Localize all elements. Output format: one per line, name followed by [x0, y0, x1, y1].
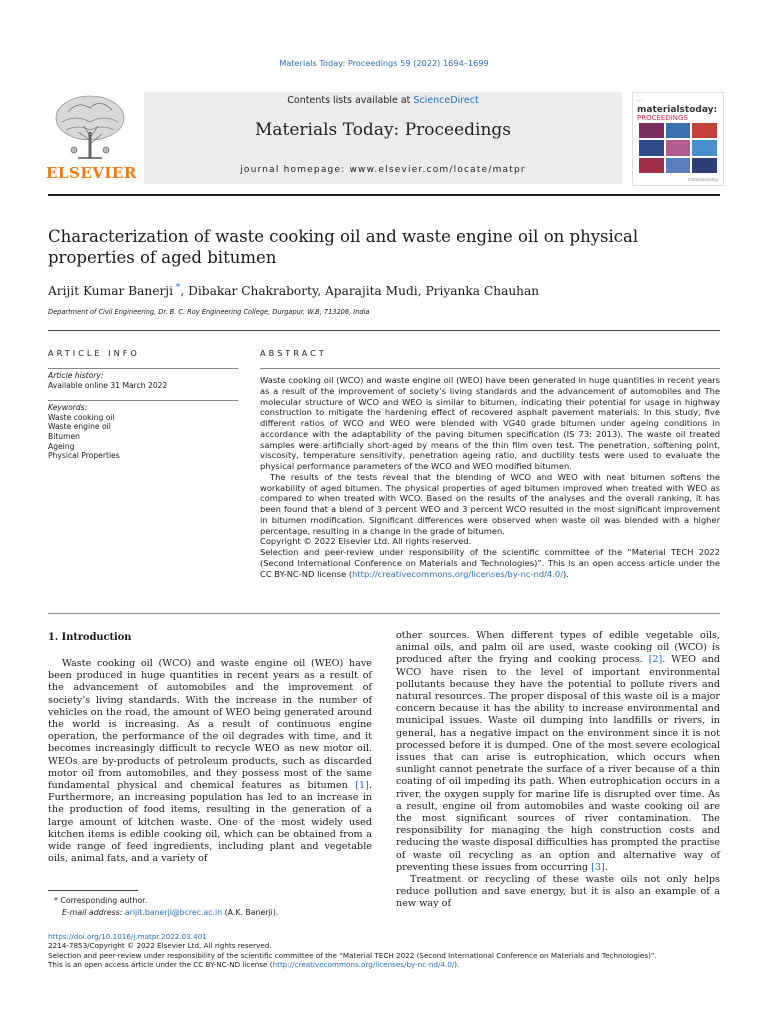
- co-authors: , Dibakar Chakraborty, Aparajita Mudi, Priyanka Chauhan: [180, 284, 540, 299]
- author-email-link[interactable]: arijit.banerji@bcrec.ac.in: [124, 908, 223, 917]
- footer-license-line: [48, 960, 728, 969]
- cover-image-grid: [639, 123, 717, 173]
- intro-text: . Furthermore, an increasing population has led to an increase in the production of food items, resulting in the generation of a large amount of kitchen waste. One of the most widely used kitchen items is edible cooking oil, which can be obtained from a wide range of feed ingredients, including plant and vegetable oils, animal fats, and a variety of: [48, 780, 372, 865]
- intro-paragraph-1: [48, 658, 372, 865]
- contents-availability: [144, 95, 622, 106]
- keyword: Bitumen: [48, 431, 80, 441]
- journal-cover-thumbnail[interactable]: [632, 92, 724, 186]
- keyword: Ageing: [48, 441, 75, 451]
- footer-license-prefix: This is an open access article under the CC BY-NC-ND license (: [48, 960, 273, 970]
- elsevier-logo[interactable]: [46, 92, 137, 184]
- sciencedirect-link[interactable]: ScienceDirect: [413, 95, 479, 106]
- keywords-label: Keywords:: [48, 403, 88, 413]
- history-label: Article history:: [48, 371, 104, 380]
- article-info-heading: ARTICLE INFO: [48, 348, 140, 358]
- keyword: Waste cooking oil: [48, 412, 115, 422]
- journal-homepage[interactable]: journal homepage: www.elsevier.com/locate/matpr: [240, 165, 526, 175]
- footnote-divider: [48, 890, 138, 891]
- footer-license-link[interactable]: http://creativecommons.org/licenses/by-nc-nd/4.0/: [272, 960, 455, 970]
- journal-citation-link[interactable]: Materials Today: Proceedings 59 (2022) 1694–1699: [279, 58, 489, 68]
- info-divider: [48, 368, 238, 369]
- footer-review-line: Selection and peer-review under responsibility of the scientific committee of the “Material TECH 2022 (Second International Conference on Materials and Technologies)”.: [48, 950, 657, 960]
- review-end: ).: [563, 568, 569, 579]
- intro-right-column: [396, 630, 720, 911]
- reference-link-2[interactable]: [2]: [648, 654, 663, 666]
- intro-text: .: [604, 861, 608, 873]
- title-divider: [48, 330, 720, 331]
- abstract-divider: [260, 368, 720, 369]
- article-title: Characterization of waste cooking oil and waste engine oil on physical properties of aged bitumen: [48, 227, 639, 267]
- contents-prefix: Contents lists available at: [287, 95, 414, 106]
- article-info: [48, 368, 238, 471]
- footer-license-suffix: ).: [454, 960, 460, 970]
- keywords-block: [48, 403, 238, 461]
- cover-footer: materialstoday: [687, 177, 718, 182]
- abstract-paragraph-1: Waste cooking oil (WCO) and waste engine oil (WEO) have been generated in huge quantities in recent years as a result of the improvement of society’s living standards and the advancement of automobiles and The molecular structure of WCO and WEO is similar to bitumen, indicating their potential for usage in highway construction to mitigate the hardening effect of recovered asphalt pavement materials. In this study, five different ratios of WCO and WEO were blended with VG40 grade bitumen under ageing conditions in accordance with the adaptability of the paving bitumen specification (IS 73: 2013). The waste oil treated samples were artificially short-aged by means of the thin film oven test. The penetration, softening point, viscosity, temperature sensitivity, penetration ageing ratio, and ductility tests were used to evaluate the physical performance parameters of the WCO and WEO modified bitumen.: [260, 375, 720, 471]
- abstract-paragraph-2: The results of the tests reveal that the blending of WCO and WEO with neat bitumen softens the workability of aged bitumen. The physical properties of aged bitumen improved when treated with WEO as compared to when treated with WCO. Based on the results of the analyses and the overall ranking, it has been found that a blend of 3 percent WEO and 3 percent WCO resulted in the most significant improvement in bitumen modification. Significant differences were observed when waste oil was blended with a higher percentage, resulting in a change in the grade of bitumen.: [260, 471, 720, 536]
- abstract-heading: ABSTRACT: [260, 348, 327, 358]
- article-history: [48, 371, 238, 390]
- reference-link-1[interactable]: [1]: [355, 780, 369, 792]
- abstract: [260, 368, 720, 579]
- email-suffix: (A.K. Banerji).: [222, 908, 279, 917]
- abstract-bottom-divider: [48, 613, 720, 614]
- cover-brand: materialstoday:: [637, 105, 718, 115]
- intro-text: Waste cooking oil (WCO) and waste engine oil (WEO) have been produced in huge quantities in recent years as a result of the advancement of automobiles and the improvement of society’s living standards. With the increase in the number of vehicles on the road, the amount of WEO being generated around the world is increasing. As a result of continuous engine operation, the performance of the oil degrades with time, and it becomes increasingly difficult to recycle WEO as new motor oil. WEOs are by-products of petroleum products, such as discarded motor oil from automobiles, and they possess most of the same fundamental physical and chemical features as bitumen: [48, 658, 372, 792]
- keyword: Waste engine oil: [48, 422, 111, 432]
- intro-paragraph-1-cont: [396, 630, 720, 874]
- email-label: E-mail address:: [62, 908, 125, 917]
- page-footer: [48, 932, 728, 970]
- email-note: [62, 908, 278, 917]
- doi-link[interactable]: https://doi.org/10.1016/j.matpr.2022.03.401: [48, 932, 207, 941]
- section-heading-introduction: 1. Introduction: [48, 632, 132, 643]
- abstract-copyright: Copyright © 2022 Elsevier Ltd. All rights reserved.: [260, 536, 472, 547]
- issn-line: 2214-7853/Copyright © 2022 Elsevier Ltd. All rights reserved.: [48, 941, 272, 951]
- abstract-review-note: [260, 547, 720, 579]
- license-link[interactable]: http://creativecommons.org/licenses/by-nc-nd/4.0/: [352, 568, 564, 579]
- intro-text: other sources. When different types of edible vegetable oils, animal oils, and palm oil are used, waste cooking oil (WCO) is produced after the frying and cooking process.: [396, 630, 720, 666]
- affiliation: Department of Civil Engineering, Dr. B. C. Roy Engineering College, Durgapur, W.B, 713206, India: [48, 308, 370, 316]
- first-author[interactable]: Arijit Kumar Banerji: [48, 284, 173, 299]
- corresponding-author-note: * Corresponding author.: [54, 896, 148, 905]
- journal-header: [144, 92, 622, 184]
- cover-subtitle: PROCEEDINGS: [637, 114, 688, 122]
- elsevier-wordmark: ELSEVIER: [46, 164, 137, 182]
- intro-text: . WEO and WCO have risen to the level of important environmental pollutants because they have the potential to pollute rivers and natural resources. The proper disposal of this waste oil is a major concern because it has the ability to increase environmental and municipal issues. Waste oil dumping into landfills or rivers, in general, has a negative impact on the environment since it is not processed before it is dumped. One of the most severe ecological issues that can arise is eutrophication, which occurs when sunlight cannot penetrate the surface of a river because of a thin coating of oil impeding its path. When eutrophication occurs in a river, the oxygen supply for marine life is disrupted over time. As a result, engine oil from automobiles and waste cooking oil are the most significant sources of river contamination. The responsibility for managing the high construction costs and reducing the waste disposal difficulties has prompted the practise of waste oil recycling as an option and alternative way of preventing these issues from occurring: [396, 654, 721, 873]
- keywords-divider: [48, 400, 238, 401]
- journal-name: Materials Today: Proceedings: [254, 120, 512, 140]
- reference-link-3[interactable]: [3]: [591, 861, 605, 873]
- intro-paragraph-2: Treatment or recycling of these waste oils not only helps reduce pollution and save energy, but it is also an example of a new way of: [396, 874, 720, 910]
- header-divider: [48, 194, 720, 196]
- keyword: Physical Properties: [48, 451, 120, 461]
- elsevier-tree-icon: [48, 92, 132, 164]
- author-list: [48, 283, 539, 298]
- corresponding-author-marker[interactable]: *: [172, 283, 181, 293]
- cover-small-text: ...: [637, 96, 643, 103]
- review-text: Selection and peer-review under responsibility of the scientific committee of the “Material TECH 2022 (Second International Conference on Materials and Technologies)”. This is an open access article under the CC BY-NC-ND license (: [260, 547, 720, 579]
- history-value: Available online 31 March 2022: [48, 380, 168, 390]
- intro-left-column: [48, 658, 372, 865]
